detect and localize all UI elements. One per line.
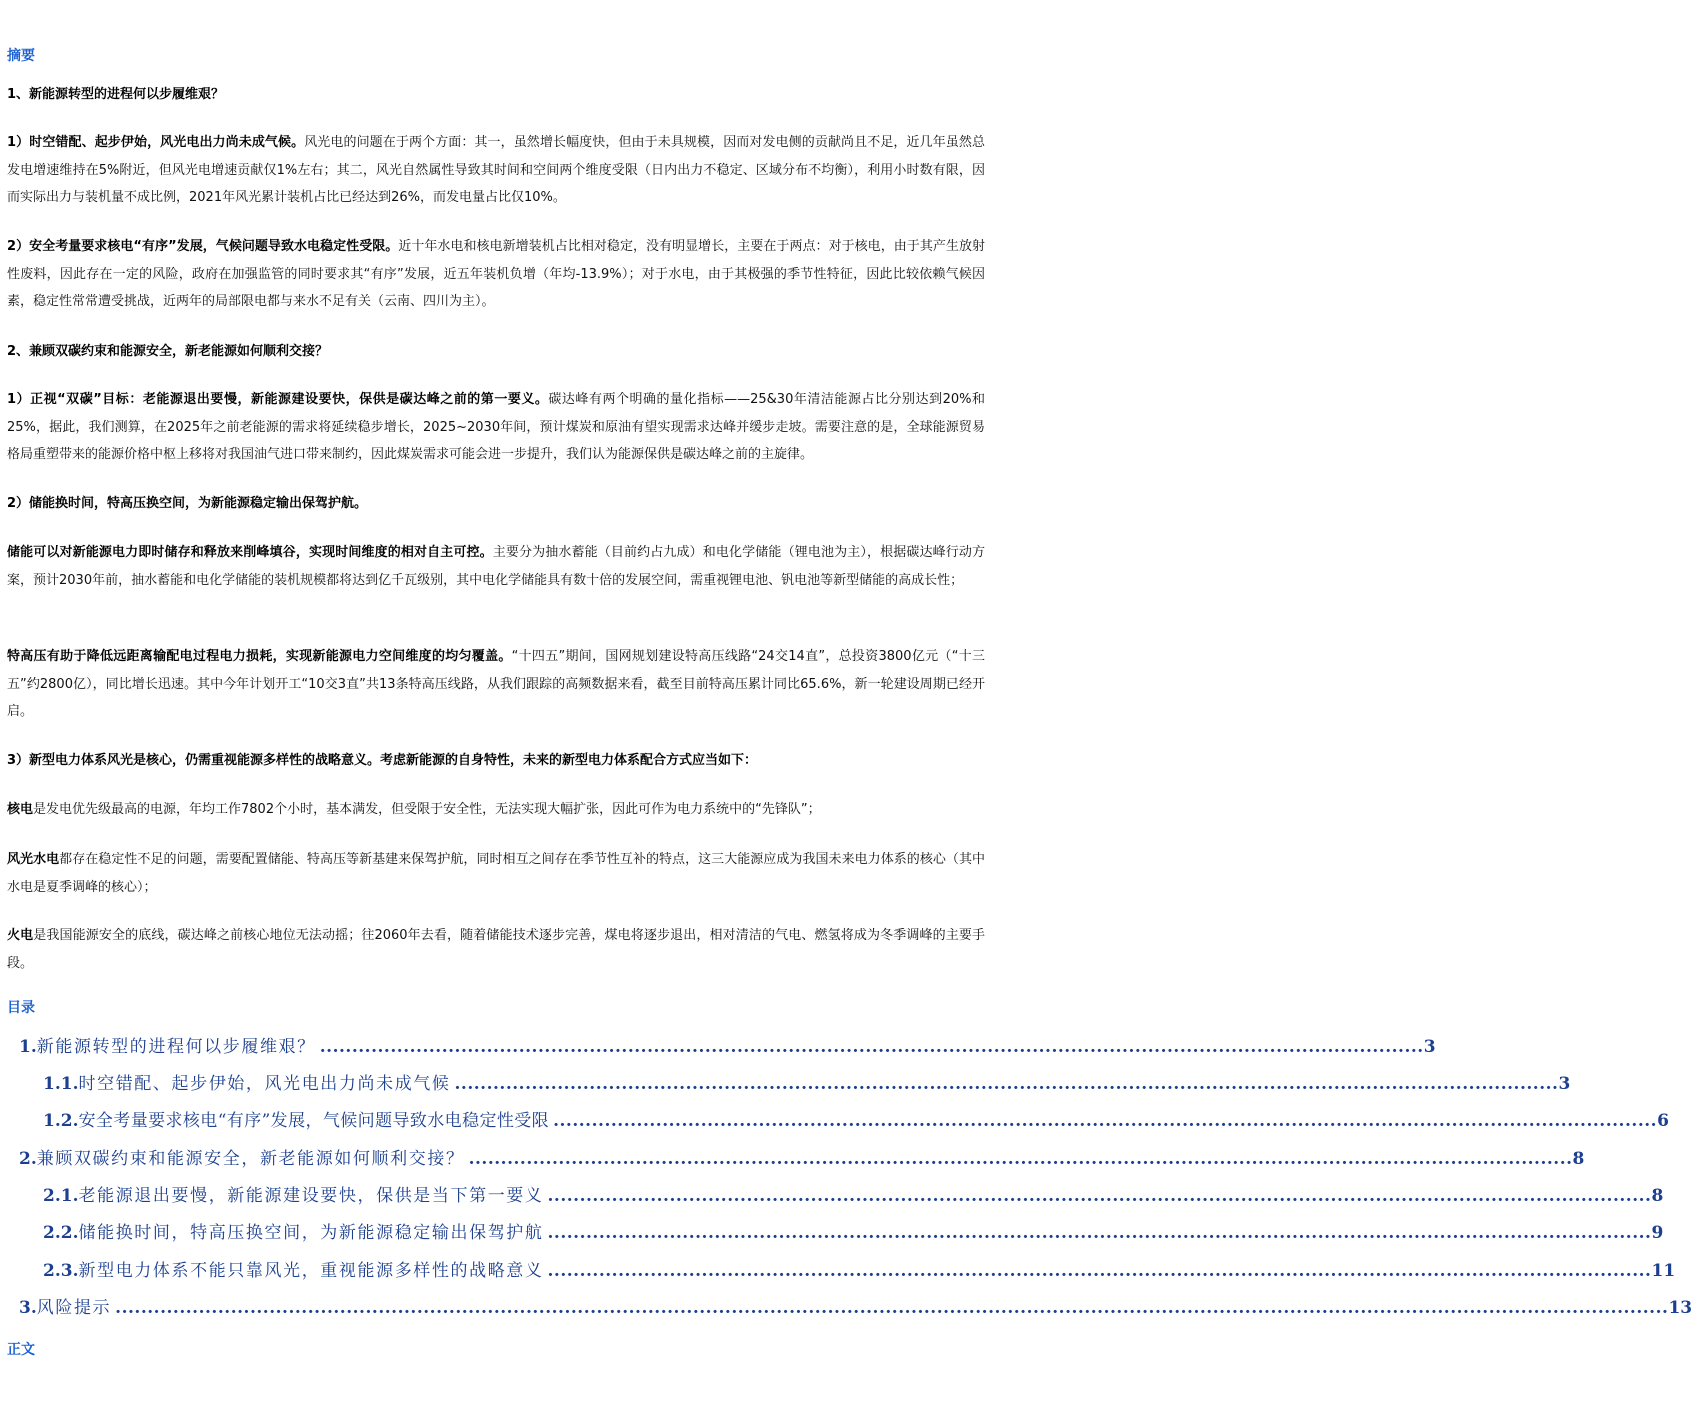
- paragraph-text: 碳达峰有两个明确的量化指标——25&30年清洁能源占比分别达到20%和25%，据此，我们测算，在2025年之前老能源的需求将延续稳步增长，2025~2030年间，预计煤炭和原油有望实现需求达峰并缓步走坡。需要注意的是，全球能源贸易格局重塑带来的能源价格中枢上移将对我国油气进口带来制约，因此煤炭需求可能会进一步提升，我们认为能源保供是碳达峰之前的主旋律。: [7, 392, 985, 462]
- toc-entry-3[interactable]: [19, 1295, 1692, 1321]
- paragraph-nuclear-power: [7, 796, 985, 824]
- toc-leader-dots: ............................................................................................................................................................................: [547, 1261, 1652, 1281]
- paragraph-lead: 2）安全考量要求核电“有序”发展，气候问题导致水电稳定性受限。: [7, 239, 399, 254]
- toc-entry-number: 1.: [19, 1037, 37, 1057]
- toc-entry-page: 8: [1572, 1149, 1585, 1169]
- paragraph-dual-carbon: [7, 386, 985, 469]
- toc-entry-2-2[interactable]: [43, 1220, 1664, 1246]
- paragraph-thermal-power: [7, 922, 985, 977]
- toc-leader-dots: ............................................................................................................................................................................: [547, 1186, 1652, 1206]
- toc-entry-1-2[interactable]: [43, 1108, 1669, 1134]
- paragraph-text: 是发电优先级最高的电源，年均工作7802个小时，基本满发，但受限于安全性，无法实现大幅扩张，因此可作为电力系统中的“先锋队”；: [33, 802, 821, 817]
- toc-leader-dots: ............................................................................................................................................................................: [319, 1037, 1424, 1057]
- toc-leader-dots: ..................................................................................................................................................................................................................................................: [115, 1298, 1669, 1318]
- toc-entry-title: 时空错配、起步伊始，风光电出力尚未成气候: [78, 1074, 451, 1094]
- paragraph-nuclear-hydro: [7, 233, 985, 316]
- paragraph-lead: 核电: [7, 802, 34, 817]
- paragraph-text: 都存在稳定性不足的问题，需要配置储能、特高压等新基建来保驾护航，同时相互之间存在季节性互补的特点，这三大能源应成为我国未来电力体系的核心（其中水电是夏季调峰的核心）；: [7, 852, 985, 895]
- toc-entry-number: 2.3.: [43, 1261, 79, 1281]
- toc-entry-title: 储能换时间，特高压换空间，为新能源稳定输出保驾护航: [78, 1223, 544, 1243]
- paragraph-wind-solar-hydro: [7, 846, 985, 901]
- paragraph-lead: 风光水电: [7, 852, 60, 867]
- toc-entry-2-1[interactable]: [43, 1183, 1664, 1209]
- toc-leader-dots: ............................................................................................................................................................................: [454, 1074, 1559, 1094]
- toc-entry-2-3[interactable]: [43, 1258, 1676, 1284]
- toc-entry-title: 老能源退出要慢，新能源建设要快，保供是当下第一要义: [78, 1186, 544, 1206]
- paragraph-wind-solar: [7, 129, 985, 212]
- toc-leader-dots: ............................................................................................................................................................................: [547, 1223, 1652, 1243]
- paragraph-lead: 火电: [7, 928, 34, 943]
- toc-entry-1-1[interactable]: [43, 1071, 1571, 1097]
- toc-entry-title: 新能源转型的进程何以步履维艰？: [36, 1037, 316, 1057]
- toc-entry-page: 8: [1651, 1186, 1664, 1206]
- toc-title: 目录: [7, 1000, 35, 1016]
- toc-entry-number: 2.1.: [43, 1186, 79, 1206]
- toc-entry-page: 11: [1651, 1261, 1676, 1281]
- paragraph-lead: 特高压有助于降低远距离输配电过程电力损耗，实现新能源电力空间维度的均匀覆盖。: [7, 649, 512, 664]
- toc-entry-page: 3: [1423, 1037, 1436, 1057]
- toc-leader-dots: ............................................................................................................................................................................: [468, 1149, 1573, 1169]
- paragraph-text: 风光电的问题在于两个方面：其一，虽然增长幅度快，但由于未具规模，因而对发电侧的贡献尚且不足，近几年虽然总发电增速维持在5%附近，但风光电增速贡献仅1%左右；其二，风光自然属性导致其时间和空间两个维度受限（日内出力不稳定、区域分布不均衡），利用小时数有限，因而实际出力与装机量不成比例，2021年风光累计装机占比已经达到26%，而发电量占比仅10%。: [7, 135, 985, 205]
- toc-entry-number: 2.2.: [43, 1223, 79, 1243]
- toc-entry-number: 2.: [19, 1149, 37, 1169]
- toc-entry-title: 风险提示: [36, 1298, 112, 1318]
- paragraph-lead: 储能可以对新能源电力即时储存和释放来削峰填谷，实现时间维度的相对自主可控。: [7, 545, 493, 560]
- paragraph-lead: 1）时空错配、起步伊始，风光电出力尚未成气候。: [7, 135, 305, 150]
- toc-entry-page: 13: [1668, 1298, 1692, 1318]
- question-1-heading: 1、新能源转型的进程何以步履维艰？: [7, 87, 225, 102]
- toc-entry-2[interactable]: [19, 1146, 1585, 1172]
- paragraph-text: “十四五”期间，国网规划建设特高压线路“24交14直”，总投资3800亿元（“十三五”约2800亿），同比增长迅速。其中今年计划开工“10交3直”共13条特高压线路，从我们跟踪的高频数据来看，截至目前特高压累计同比65.6%，新一轮建设周期已经开启。: [7, 649, 985, 719]
- toc-entry-page: 6: [1657, 1111, 1669, 1131]
- power-system-heading: 3）新型电力体系风光是核心，仍需重视能源多样性的战略意义。考虑新能源的自身特性，未来的新型电力体系配合方式应当如下：: [7, 753, 758, 768]
- paragraph-energy-storage: [7, 539, 985, 594]
- toc-entry-title: 新型电力体系不能只靠风光，重视能源多样性的战略意义: [78, 1261, 544, 1281]
- paragraph-uhv: [7, 643, 985, 726]
- toc-entry-number: 3.: [19, 1298, 37, 1318]
- summary-title: 摘要: [7, 48, 35, 64]
- question-2-heading: 2、兼顾双碳约束和能源安全，新老能源如何顺利交接？: [7, 344, 329, 359]
- paragraph-text: 是我国能源安全的底线，碳达峰之前核心地位无法动摇；往2060年去看，随着储能技术逐步完善，煤电将逐步退出，相对清洁的气电、燃氢将成为冬季调峰的主要手段。: [7, 928, 985, 971]
- paragraph-lead: 1）正视“双碳”目标：老能源退出要慢，新能源建设要快，保供是碳达峰之前的第一要义。: [7, 392, 549, 407]
- toc-entry-number: 1.2.: [43, 1111, 79, 1131]
- body-title: 正文: [7, 1342, 35, 1358]
- toc-entry-page: 3: [1558, 1074, 1571, 1094]
- toc-entry-title: 兼顾双碳约束和能源安全，新老能源如何顺利交接？: [36, 1149, 465, 1169]
- toc-leader-dots: ............................................................................................................................................................................: [553, 1111, 1658, 1131]
- toc-entry-1[interactable]: [19, 1034, 1436, 1060]
- toc-entry-page: 9: [1651, 1223, 1664, 1243]
- toc-entry-number: 1.1.: [43, 1074, 79, 1094]
- storage-uhv-heading: 2）储能换时间，特高压换空间，为新能源稳定输出保驾护航。: [7, 496, 368, 511]
- toc-entry-title: 安全考量要求核电“有序”发展，气候问题导致水电稳定性受限: [78, 1111, 550, 1131]
- paragraph-text: 主要分为抽水蓄能（目前约占九成）和电化学储能（锂电池为主），根据碳达峰行动方案，预计2030年前，抽水蓄能和电化学储能的装机规模都将达到亿千瓦级别，其中电化学储能具有数十倍的发展空间，需重视锂电池、钒电池等新型储能的高成长性；: [7, 545, 985, 588]
- paragraph-text: 近十年水电和核电新增装机占比相对稳定，没有明显增长，主要在于两点：对于核电，由于其产生放射性废料，因此存在一定的风险，政府在加强监管的同时要求其“有序”发展，近五年装机负增（年均-13.9%）；对于水电，由于其极强的季节性特征，因此比较依赖气候因素，稳定性常常遭受挑战，近两年的局部限电都与来水不足有关（云南、四川为主）。: [7, 239, 985, 309]
